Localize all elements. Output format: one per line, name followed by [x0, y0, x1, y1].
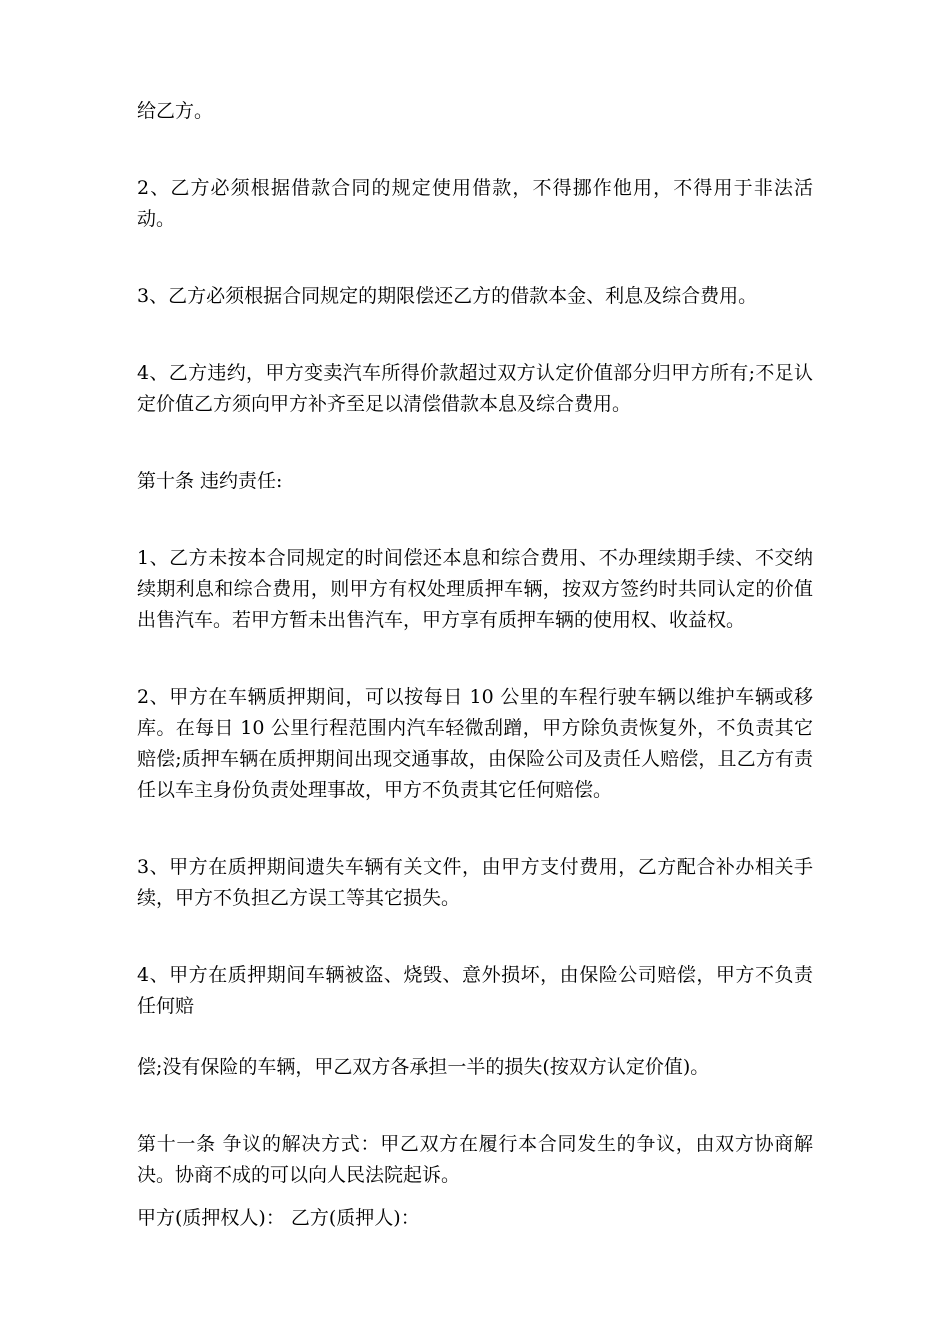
paragraph-clause-4: 4、乙方违约，甲方变卖汽车所得价款超过双方认定价值部分归甲方所有;不足认定价值乙方须向甲方补齐至足以清偿借款本息及综合费用。 [137, 362, 813, 415]
paragraph-breach-4: 4、甲方在质押期间车辆被盗、烧毁、意外损坏，由保险公司赔偿，甲方不负责任何赔 [137, 964, 813, 1017]
paragraph-continuation: 给乙方。 [137, 100, 214, 122]
paragraph-clause-2: 2、乙方必须根据借款合同的规定使用借款，不得挪作他用，不得用于非法活动。 [137, 177, 813, 230]
paragraph-breach-1: 1、乙方未按本合同规定的时间偿还本息和综合费用、不办理续期手续、不交纳续期利息和综合费用，则甲方有权处理质押车辆，按双方签约时共同认定的价值出售汽车。若甲方暂未出售汽车，甲方享有质押车辆的使用权、收益权。 [137, 547, 813, 631]
section-article-11: 第十一条 争议的解决方式：甲乙双方在履行本合同发生的争议，由双方协商解决。协商不成的可以向人民法院起诉。 [137, 1133, 813, 1186]
signature-line: 甲方(质押权人)： 乙方(质押人)： [137, 1207, 420, 1229]
paragraph-breach-4-continued: 偿;没有保险的车辆，甲乙双方各承担一半的损失(按双方认定价值)。 [137, 1056, 710, 1078]
section-heading-article-10: 第十条 违约责任: [137, 470, 283, 492]
paragraph-clause-3: 3、乙方必须根据合同规定的期限偿还乙方的借款本金、利息及综合费用。 [137, 285, 758, 307]
document-page [137, 96, 813, 1234]
paragraph-breach-2: 2、甲方在车辆质押期间，可以按每日 10 公里的车程行驶车辆以维护车辆或移库。在每日 10 公里行程范围内汽车轻微刮蹭，甲方除负责恢复外，不负责其它赔偿;质押车辆在质押期间出现交通事故，由保险公司及责任人赔偿，且乙方有责任以车主身份负责处理事故，甲方不负责其它任何赔偿。 [137, 686, 813, 801]
paragraph-breach-3: 3、甲方在质押期间遗失车辆有关文件，由甲方支付费用，乙方配合补办相关手续，甲方不负担乙方误工等其它损失。 [137, 856, 813, 909]
